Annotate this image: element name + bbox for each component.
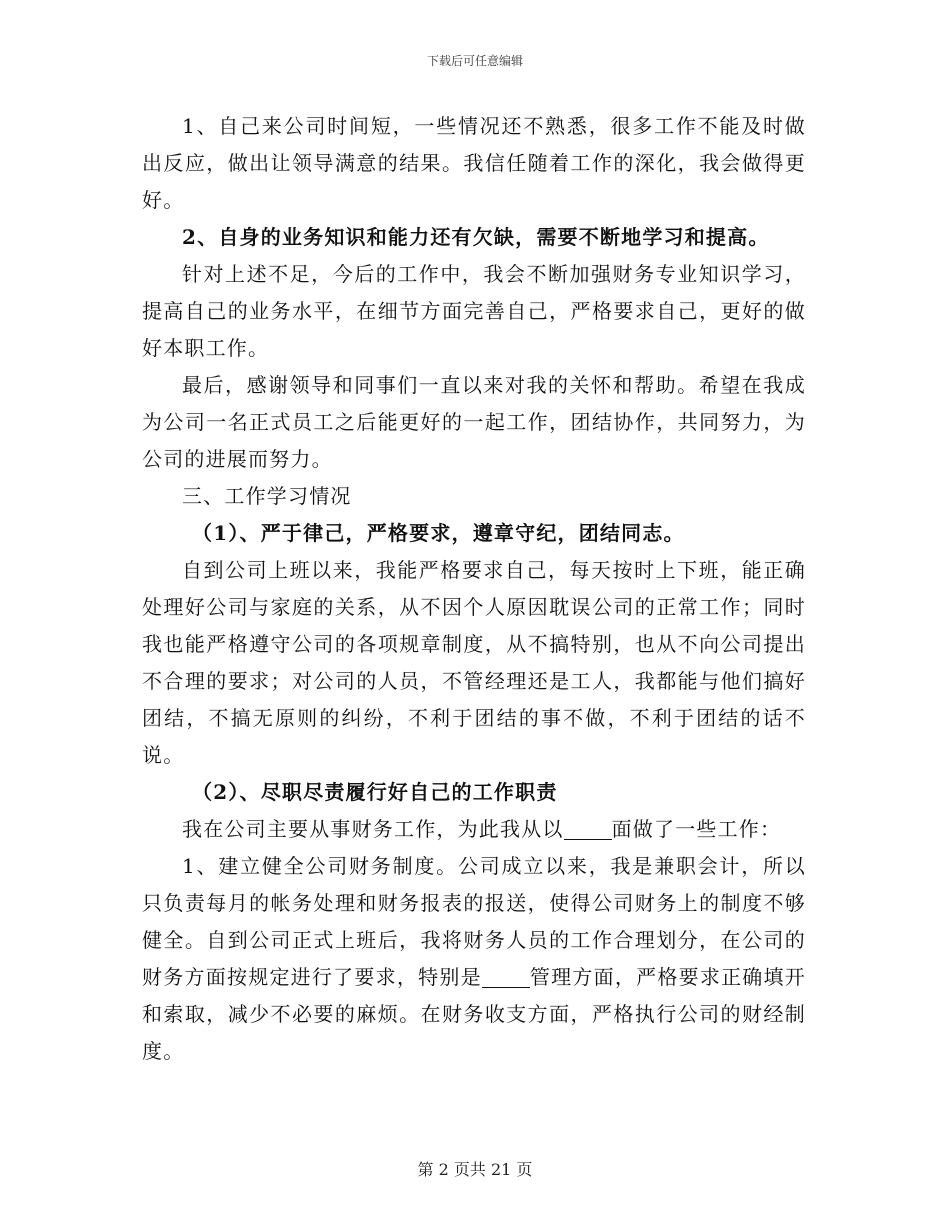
subheading-duties: （2）、尽职尽责履行好自己的工作职责 — [192, 780, 558, 804]
text-segment: 管理方面，严格要求正确填开和索取，减少不必要的麻烦。在财务收支方面，严格执行公司的财经制度。 — [142, 965, 806, 1063]
text-segment: 我在公司主要从事财务工作，为此我从以 — [182, 817, 564, 841]
subheading-discipline: （1）、严于律己，严格要求，遵章守纪，团结同志。 — [192, 521, 685, 545]
paragraph-financial-system — [142, 848, 806, 1070]
section-heading-work-study: 三、工作学习情况 — [182, 484, 352, 508]
paragraph-shortcoming-2: 2、自身的业务知识和能力还有欠缺，需要不断地学习和提高。 — [182, 225, 770, 249]
paragraph-duties-intro — [142, 811, 806, 848]
fill-in-blank — [564, 819, 612, 840]
text-segment: 面做了一些工作： — [611, 817, 782, 841]
paragraph-shortcoming-1: 1、自己来公司时间短，一些情况还不熟悉，很多工作不能及时做出反应，做出让领导满意的结果。我信任随着工作的深化，我会做得更好。 — [142, 114, 806, 212]
page-footer: 第 2 页共 21 页 — [417, 1160, 533, 1179]
paragraph-improvement-plan: 针对上述不足，今后的工作中，我会不断加强财务专业知识学习，提高自己的业务水平，在细节方面完善自己，严格要求自己，更好的做好本职工作。 — [142, 262, 806, 360]
fill-in-blank — [482, 967, 530, 988]
paragraph-discipline-detail: 自到公司上班以来，我能严格要求自己，每天按时上下班，能正确处理好公司与家庭的关系，从不因个人原因耽误公司的正常工作；同时我也能严格遵守公司的各项规章制度，从不搞特别，也从不向公司提出不合理的要求；对公司的人员，不管经理还是工人，我都能与他们搞好团结，不搞无原则的纠纷，不利于团结的事不做，不利于团结的话不说。 — [142, 558, 806, 767]
document-body — [142, 108, 806, 1070]
paragraph-thanks: 最后，感谢领导和同事们一直以来对我的关怀和帮助。希望在我成为公司一名正式员工之后能更好的一起工作，团结协作，共同努力，为公司的进展而努力。 — [142, 373, 806, 471]
text-segment: 1、建立健全公司财务制度。公司成立以来，我是兼职会计，所以只负责每月的帐务处理和财务报表的报送，使得公司财务上的制度不够健全。自到公司正式上班后，我将财务人员的工作合理划分，在公司的财务方面按规定进行了要求，特别是 — [142, 854, 806, 989]
page-header: 下载后可任意编辑 — [426, 54, 523, 68]
